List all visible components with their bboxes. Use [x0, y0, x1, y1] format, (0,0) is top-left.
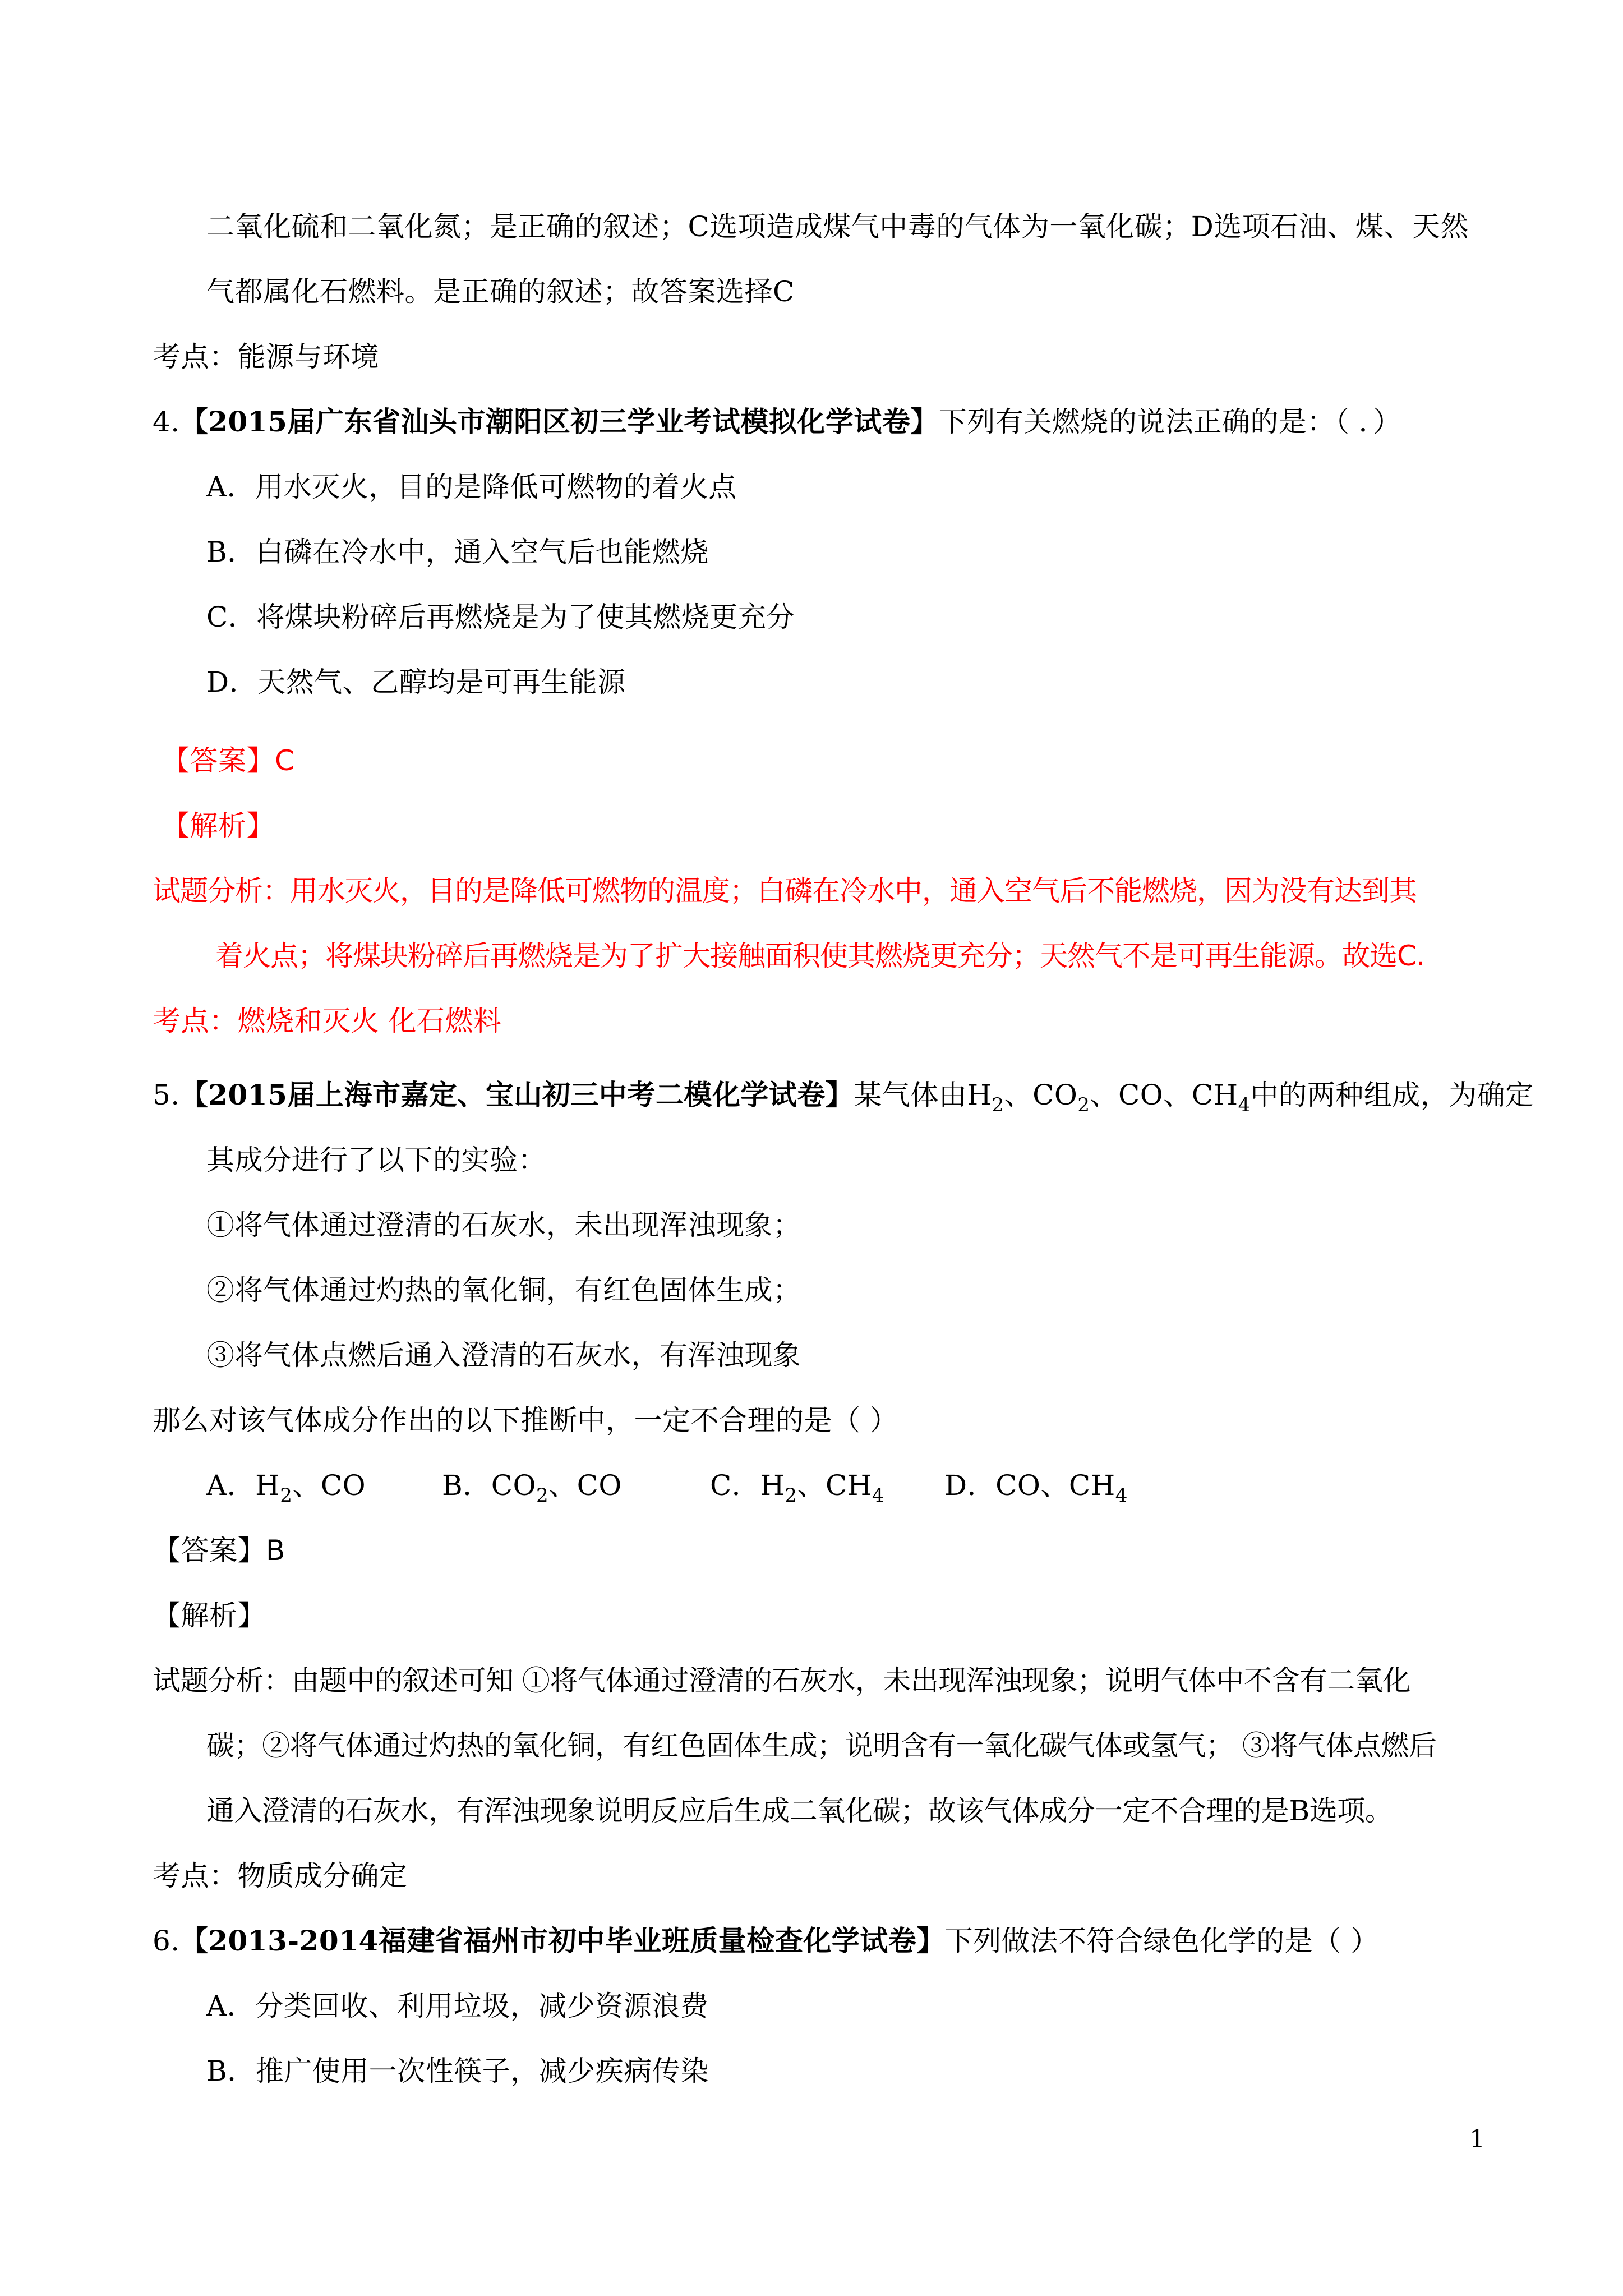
prev-analysis-line-1: 二氧化硫和二氧化氮；是正确的叙述；C选项造成煤气中毒的气体为一氧化碳；D选项石油、煤、天然 [206, 210, 1469, 243]
page-number: 1 [1469, 2125, 1485, 2154]
stem-part: 、CO、CH [1090, 1079, 1238, 1111]
option-text: B．CO [442, 1469, 536, 1502]
q5-step-2: ②将气体通过灼热的氧化铜，有红色固体生成； [206, 1274, 801, 1306]
q6-option-a: A．分类回收、利用垃圾，减少资源浪费 [206, 1990, 709, 2022]
q4-kaodian: 考点：燃烧和灭火 化石燃料 [153, 1005, 502, 1037]
option-text: A．H [206, 1469, 280, 1502]
subscript: 2 [280, 1484, 293, 1507]
question-6-title [153, 1923, 1379, 1959]
q5-question: 那么对该气体成分作出的以下推断中，一定不合理的是（ ） [153, 1404, 898, 1437]
q5-answer: 【答案】B [153, 1534, 285, 1567]
q5-option-a [206, 1467, 366, 1507]
option-text: 、CH [797, 1469, 872, 1502]
option-text: 、CO [292, 1469, 366, 1502]
q4-option-d: D．天然气、乙醇均是可再生能源 [206, 666, 626, 698]
q5-kaodian: 考点：物质成分确定 [153, 1860, 408, 1892]
q5-analysis-label: 【解析】 [153, 1599, 266, 1632]
q4-option-a: A．用水灭火，目的是降低可燃物的着火点 [206, 471, 737, 503]
q5-analysis-line-1: 试题分析：由题中的叙述可知 ①将气体通过澄清的石灰水，未出现浑浊现象；说明气体中不含有二氧化 [153, 1664, 1410, 1697]
subscript: 2 [536, 1484, 549, 1507]
q4-analysis-label: 【解析】 [162, 809, 275, 842]
question-5-title [153, 1077, 1534, 1116]
q5-option-c [710, 1467, 884, 1507]
question-stem: 下列有关燃烧的说法正确的是：（ ．） [938, 406, 1401, 438]
q5-step-3: ③将气体点燃后通入澄清的石灰水，有浑浊现象 [206, 1339, 801, 1372]
subscript: 4 [1115, 1484, 1128, 1507]
q5-analysis-line-2: 碳；②将气体通过灼热的氧化铜，有红色固体生成；说明含有一氧化碳气体或氢气； ③将气体点燃后 [206, 1729, 1437, 1762]
q4-answer: 【答案】C [162, 744, 295, 777]
subscript: 4 [872, 1484, 885, 1507]
question-stem: 下列做法不符合绿色化学的是（ ） [944, 1925, 1379, 1957]
question-source: 【2013-2014福建省福州市初中毕业班质量检查化学试卷】 [179, 1924, 945, 1957]
stem-part: 某气体由H [854, 1079, 992, 1111]
stem-part: 中的两种组成，为确定 [1250, 1079, 1534, 1111]
q5-option-b [442, 1467, 622, 1507]
option-text: D．CO、CH [944, 1469, 1115, 1502]
question-number: 6. [153, 1925, 180, 1957]
question-source: 【2015届广东省汕头市潮阳区初三学业考试模拟化学试卷】 [179, 405, 939, 438]
q4-analysis-line-1: 试题分析：用水灭火，目的是降低可燃物的温度；白磷在冷水中，通入空气后不能燃烧，因为没有达到其 [153, 875, 1417, 907]
q4-option-b: B．白磷在冷水中，通入空气后也能燃烧 [206, 536, 709, 568]
question-4-title [153, 404, 1401, 440]
question-number: 4. [153, 406, 180, 438]
q6-option-b: B．推广使用一次性筷子，减少疾病传染 [206, 2055, 709, 2087]
q5-step-1: ①将气体通过澄清的石灰水，未出现浑浊现象； [206, 1209, 801, 1241]
q5-options [206, 1467, 1496, 1507]
option-text: C．H [710, 1469, 785, 1502]
stem-part: 、CO [1004, 1079, 1078, 1111]
subscript: 2 [992, 1094, 1004, 1116]
q4-option-c: C．将煤块粉碎后再燃烧是为了使其燃烧更充分 [206, 601, 795, 633]
option-text: 、CO [548, 1469, 622, 1502]
subscript: 2 [785, 1484, 797, 1507]
q5-option-d [944, 1467, 1128, 1507]
prev-analysis-line-2: 气都属化石燃料。是正确的叙述；故答案选择C [206, 275, 795, 308]
q5-stem-line-2: 其成分进行了以下的实验： [206, 1144, 546, 1176]
q4-analysis-line-2: 着火点；将煤块粉碎后再燃烧是为了扩大接触面积使其燃烧更充分；天然气不是可再生能源。故选C. [215, 940, 1424, 972]
subscript: 2 [1077, 1094, 1090, 1116]
subscript: 4 [1238, 1094, 1251, 1116]
question-source: 【2015届上海市嘉定、宝山初三中考二模化学试卷】 [179, 1078, 854, 1111]
q5-analysis-line-3: 通入澄清的石灰水，有浑浊现象说明反应后生成二氧化碳；故该气体成分一定不合理的是B选项。 [206, 1795, 1393, 1827]
prev-kaodian: 考点：能源与环境 [153, 341, 379, 373]
question-number: 5. [153, 1079, 180, 1111]
